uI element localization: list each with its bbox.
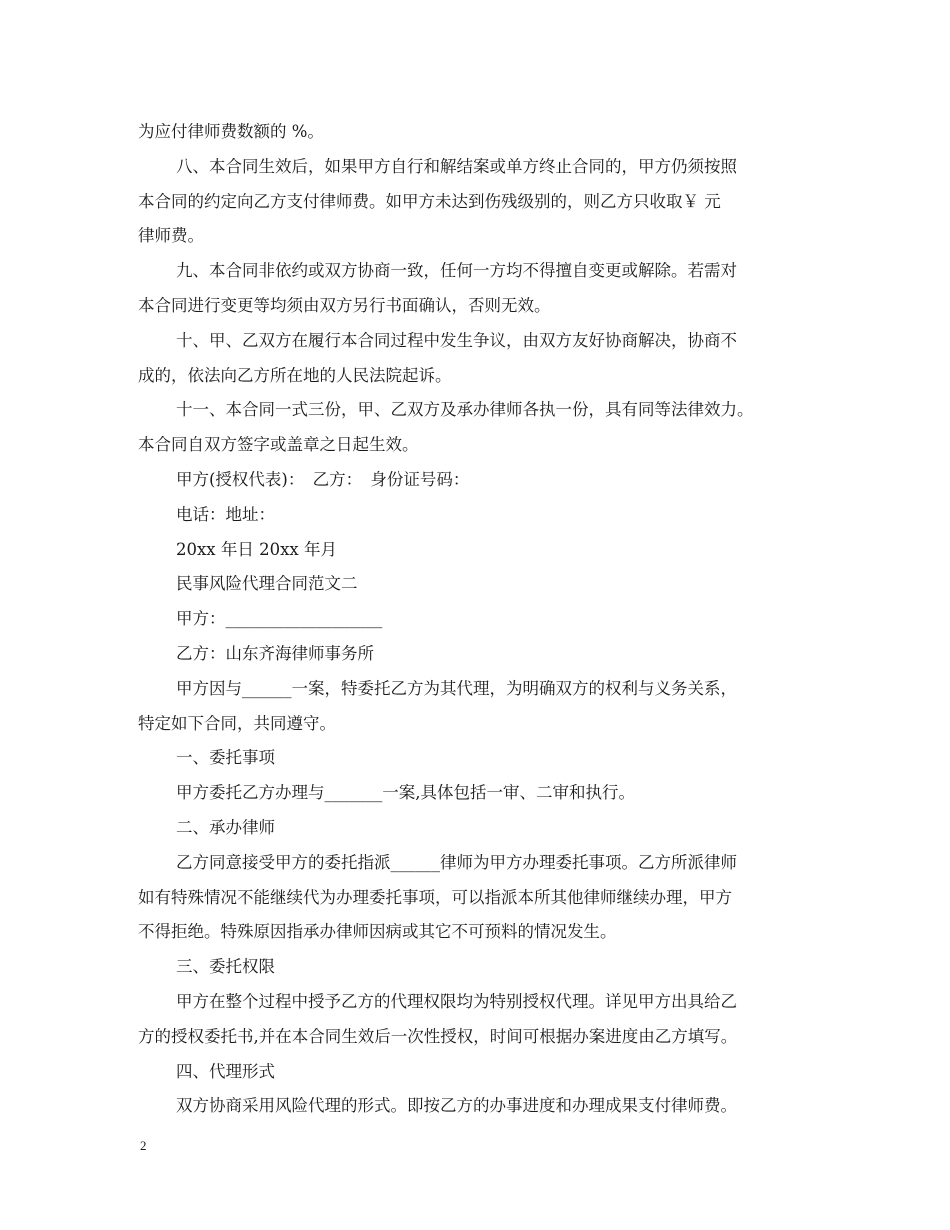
text-line: 甲方(授权代表)： 乙方： 身份证号码： xyxy=(176,469,470,489)
text-line: 十、甲、乙双方在履行本合同过程中发生争议，由双方友好协商解决，协商不 xyxy=(176,330,737,350)
text-line: 四、代理形式 xyxy=(176,1061,275,1081)
text-line: 电话：地址： xyxy=(176,504,275,524)
text-line: 特定如下合同，共同遵守。 xyxy=(138,713,336,733)
text-line: 律师费。 xyxy=(138,226,204,246)
text-line: 甲方委托乙方办理与_______一案,具体包括一审、二审和执行。 xyxy=(176,783,635,803)
page-number: 2 xyxy=(140,1138,147,1153)
text-line: 甲方在整个过程中授予乙方的代理权限均为特别授权代理。详见甲方出具给乙 xyxy=(176,991,737,1011)
text-line: 十一、本合同一式三份，甲、乙双方及承办律师各执一份，具有同等法律效力。 xyxy=(176,400,754,420)
text-line: 不得拒绝。特殊原因指承办律师因病或其它不可预料的情况发生。 xyxy=(138,922,617,942)
text-line: 八、本合同生效后，如果甲方自行和解结案或单方终止合同的，甲方仍须按照 xyxy=(176,156,737,176)
text-line: 为应付律师费数额的 %。 xyxy=(138,122,324,141)
text-line: 如有特殊情况不能继续代为办理委托事项，可以指派本所其他律师继续办理，甲方 xyxy=(138,887,732,907)
text-line: 本合同自双方签字或盖章之日起生效。 xyxy=(138,435,419,455)
text-line: 一、委托事项 xyxy=(176,748,275,768)
document-body xyxy=(138,115,818,1124)
text-line: 方的授权委托书,并在本合同生效后一次性授权，时间可根据办案进度由乙方填写。 xyxy=(138,1026,738,1046)
text-line: 乙方同意接受甲方的委托指派______律师为甲方办理委托事项。乙方所派律师 xyxy=(176,852,737,872)
text-line: 本合同的约定向乙方支付律师费。如甲方未达到伤残级别的，则乙方只收取￥ 元 xyxy=(138,191,721,211)
text-line: 本合同进行变更等均须由双方另行书面确认，否则无效。 xyxy=(138,295,551,315)
text-line: 成的，依法向乙方所在地的人民法院起诉。 xyxy=(138,365,452,385)
text-line: 二、承办律师 xyxy=(176,817,275,837)
text-line: 双方协商采用风险代理的形式。即按乙方的办事进度和办理成果支付律师费。 xyxy=(176,1096,737,1116)
text-line: 甲方因与______一案，特委托乙方为其代理，为明确双方的权利与义务关系， xyxy=(176,678,737,698)
text-line: 三、委托权限 xyxy=(176,957,275,977)
text-line: 九、本合同非依约或双方协商一致，任何一方均不得擅自变更或解除。若需对 xyxy=(176,261,737,281)
text-line: 20xx 年日 20xx 年月 xyxy=(176,539,337,559)
text-line: 乙方：山东齐海律师事务所 xyxy=(176,643,374,663)
text-line: 甲方：___________________ xyxy=(176,609,383,629)
text-line: 民事风险代理合同范文二 xyxy=(176,574,358,594)
